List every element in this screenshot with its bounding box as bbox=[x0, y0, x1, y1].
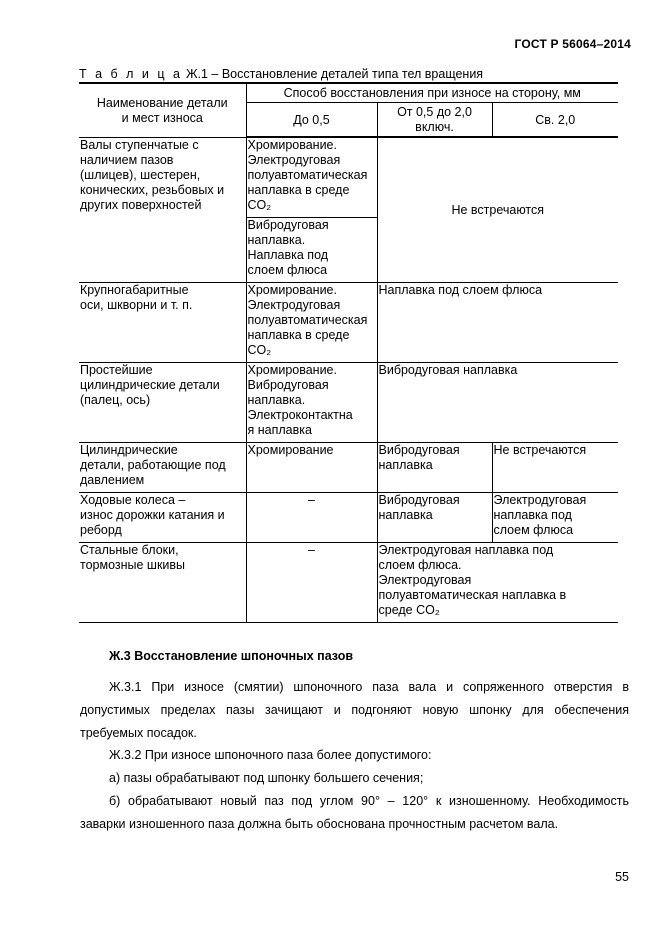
table-caption bbox=[79, 67, 483, 82]
row-name: Валы ступенчатые с наличием пазов (шлицев), шестерен, конических, резьбовых и других поверхностей bbox=[79, 137, 246, 283]
row-name: Крупногабаритные оси, шкворни и т. п. bbox=[79, 283, 246, 363]
row-method-upto-05: Хромирование bbox=[246, 443, 377, 493]
row-method-merged: Не встречаются bbox=[377, 137, 618, 283]
table-row bbox=[79, 363, 618, 443]
row-method-over-20: Электродуговая наплавка под слоем флюса bbox=[492, 493, 618, 543]
paragraph: Ж.3.1 При износе (смятии) шпоночного паза вала и сопряженного отверстия в допустимых пределах пазы зачищают и подгоняют новую шпонку для обеспечения требуемых посадок. bbox=[80, 680, 629, 740]
column-header-over-20: Св. 2,0 bbox=[492, 103, 618, 138]
paragraph: а) пазы обрабатывают под шпонку большего сечения; bbox=[109, 771, 424, 785]
paragraph: б) обрабатывают новый паз под углом 90° – 120° к изношенному. Необходимость заварки изношенного паза должна быть обоснована прочностным расчетом вала. bbox=[80, 794, 629, 831]
row-name: Цилиндрические детали, работающие под давлением bbox=[79, 443, 246, 493]
table-row bbox=[79, 493, 618, 543]
row-method-merged: Электродуговая наплавка под слоем флюса. Электродуговая полуавтоматическая наплавка в среде CO₂ bbox=[377, 543, 618, 623]
standard-header: ГОСТ Р 56064–2014 bbox=[514, 37, 631, 51]
column-header-method-group: Способ восстановления при износе на сторону, мм bbox=[246, 83, 618, 103]
row-name: Простейшие цилиндрические детали (палец, ось) bbox=[79, 363, 246, 443]
table-row bbox=[79, 283, 618, 363]
row-method-upto-05: Хромирование. Электродуговая полуавтоматическая наплавка в среде CO₂ bbox=[246, 137, 377, 218]
row-method-merged: Наплавка под слоем флюса bbox=[377, 283, 618, 363]
row-method-over-20: Не встречаются bbox=[492, 443, 618, 493]
row-method-upto-05: – bbox=[246, 543, 377, 623]
table-row bbox=[79, 443, 618, 493]
table-row bbox=[79, 137, 618, 218]
row-method-merged: Вибродуговая наплавка bbox=[377, 363, 618, 443]
row-method-upto-05: Хромирование. Вибродуговая наплавка. Электроконтактна я наплавка bbox=[246, 363, 377, 443]
row-name: Стальные блоки, тормозные шкивы bbox=[79, 543, 246, 623]
table-caption-text: Ж.1 – Восстановление деталей типа тел вращения bbox=[182, 67, 484, 81]
column-header-upto-05: До 0,5 bbox=[246, 103, 377, 138]
row-name: Ходовые колеса – износ дорожки катания и реборд bbox=[79, 493, 246, 543]
table-caption-label: Т а б л и ц а bbox=[79, 67, 183, 81]
row-method-upto-05-alt: Вибродуговая наплавка. Наплавка под слоем флюса bbox=[246, 218, 377, 283]
section-title: Ж.3 Восстановление шпоночных пазов bbox=[109, 649, 354, 663]
column-header-05-to-20: От 0,5 до 2,0 включ. bbox=[377, 103, 492, 138]
column-header-name: Наименование детали и мест износа bbox=[79, 83, 246, 137]
page-number: 55 bbox=[615, 870, 629, 884]
table-header-row bbox=[79, 83, 618, 103]
table-row bbox=[79, 543, 618, 623]
row-method-upto-05: – bbox=[246, 493, 377, 543]
restoration-table bbox=[79, 82, 618, 623]
paragraph: Ж.3.2 При износе шпоночного паза более допустимого: bbox=[109, 748, 432, 762]
row-method-05-to-20: Вибродуговая наплавка bbox=[377, 443, 492, 493]
row-method-upto-05: Хромирование. Электродуговая полуавтоматическая наплавка в среде CO₂ bbox=[246, 283, 377, 363]
row-method-05-to-20: Вибродуговая наплавка bbox=[377, 493, 492, 543]
